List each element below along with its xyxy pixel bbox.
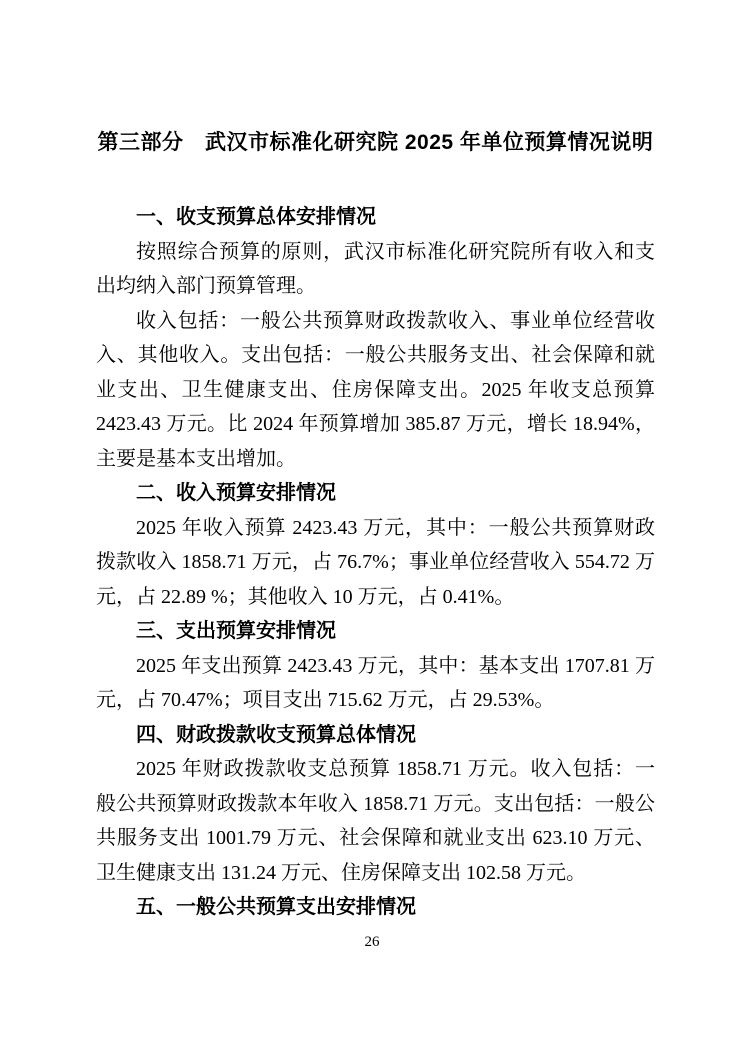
document-title: 第三部分 武汉市标准化研究院 2025 年单位预算情况说明 bbox=[97, 131, 654, 154]
document-section bbox=[96, 890, 655, 925]
section-heading: 一、收支预算总体安排情况 bbox=[136, 206, 376, 228]
body-paragraph: 按照综合预算的原则，武汉市标准化研究院所有收入和支出均纳入部门预算管理。 bbox=[96, 240, 655, 297]
document-body bbox=[96, 200, 655, 925]
section-heading: 三、支出预算安排情况 bbox=[136, 620, 336, 642]
body-paragraph: 收入包括：一般公共预算财政拨款收入、事业单位经营收入、其他收入。支出包括：一般公共服务支出、社会保障和就业支出、卫生健康支出、住房保障支出。2025 年收支总预算 2423.43 万元。比 2024 年预算增加 385.87 万元，增长 18.94%，主要是基本支出增加。 bbox=[96, 309, 655, 470]
document-section bbox=[96, 718, 655, 891]
document-section bbox=[96, 200, 655, 476]
section-heading: 二、收入预算安排情况 bbox=[136, 482, 336, 504]
document-section bbox=[96, 614, 655, 718]
section-heading: 四、财政拨款收支预算总体情况 bbox=[136, 723, 416, 746]
page-number: 26 bbox=[364, 934, 380, 950]
body-paragraph: 2025 年财政拨款收支总预算 1858.71 万元。收入包括：一般公共预算财政拨款本年收入 1858.71 万元。支出包括：一般公共服务支出 1001.79 万元、社会保障和就业支出 623.10 万元、卫生健康支出 131.24 万元、住房保障支出 102.58 万元。 bbox=[96, 758, 655, 884]
body-paragraph: 2025 年收入预算 2423.43 万元，其中：一般公共预算财政拨款收入 1858.71 万元，占 76.7%；事业单位经营收入 554.72 万元，占 22.89 %；其他收入 10 万元，占 0.41%。 bbox=[96, 516, 655, 608]
section-heading: 五、一般公共预算支出安排情况 bbox=[136, 896, 416, 918]
body-paragraph: 2025 年支出预算 2423.43 万元，其中：基本支出 1707.81 万元，占 70.47%；项目支出 715.62 万元，占 29.53%。 bbox=[96, 654, 655, 711]
document-section bbox=[96, 476, 655, 614]
